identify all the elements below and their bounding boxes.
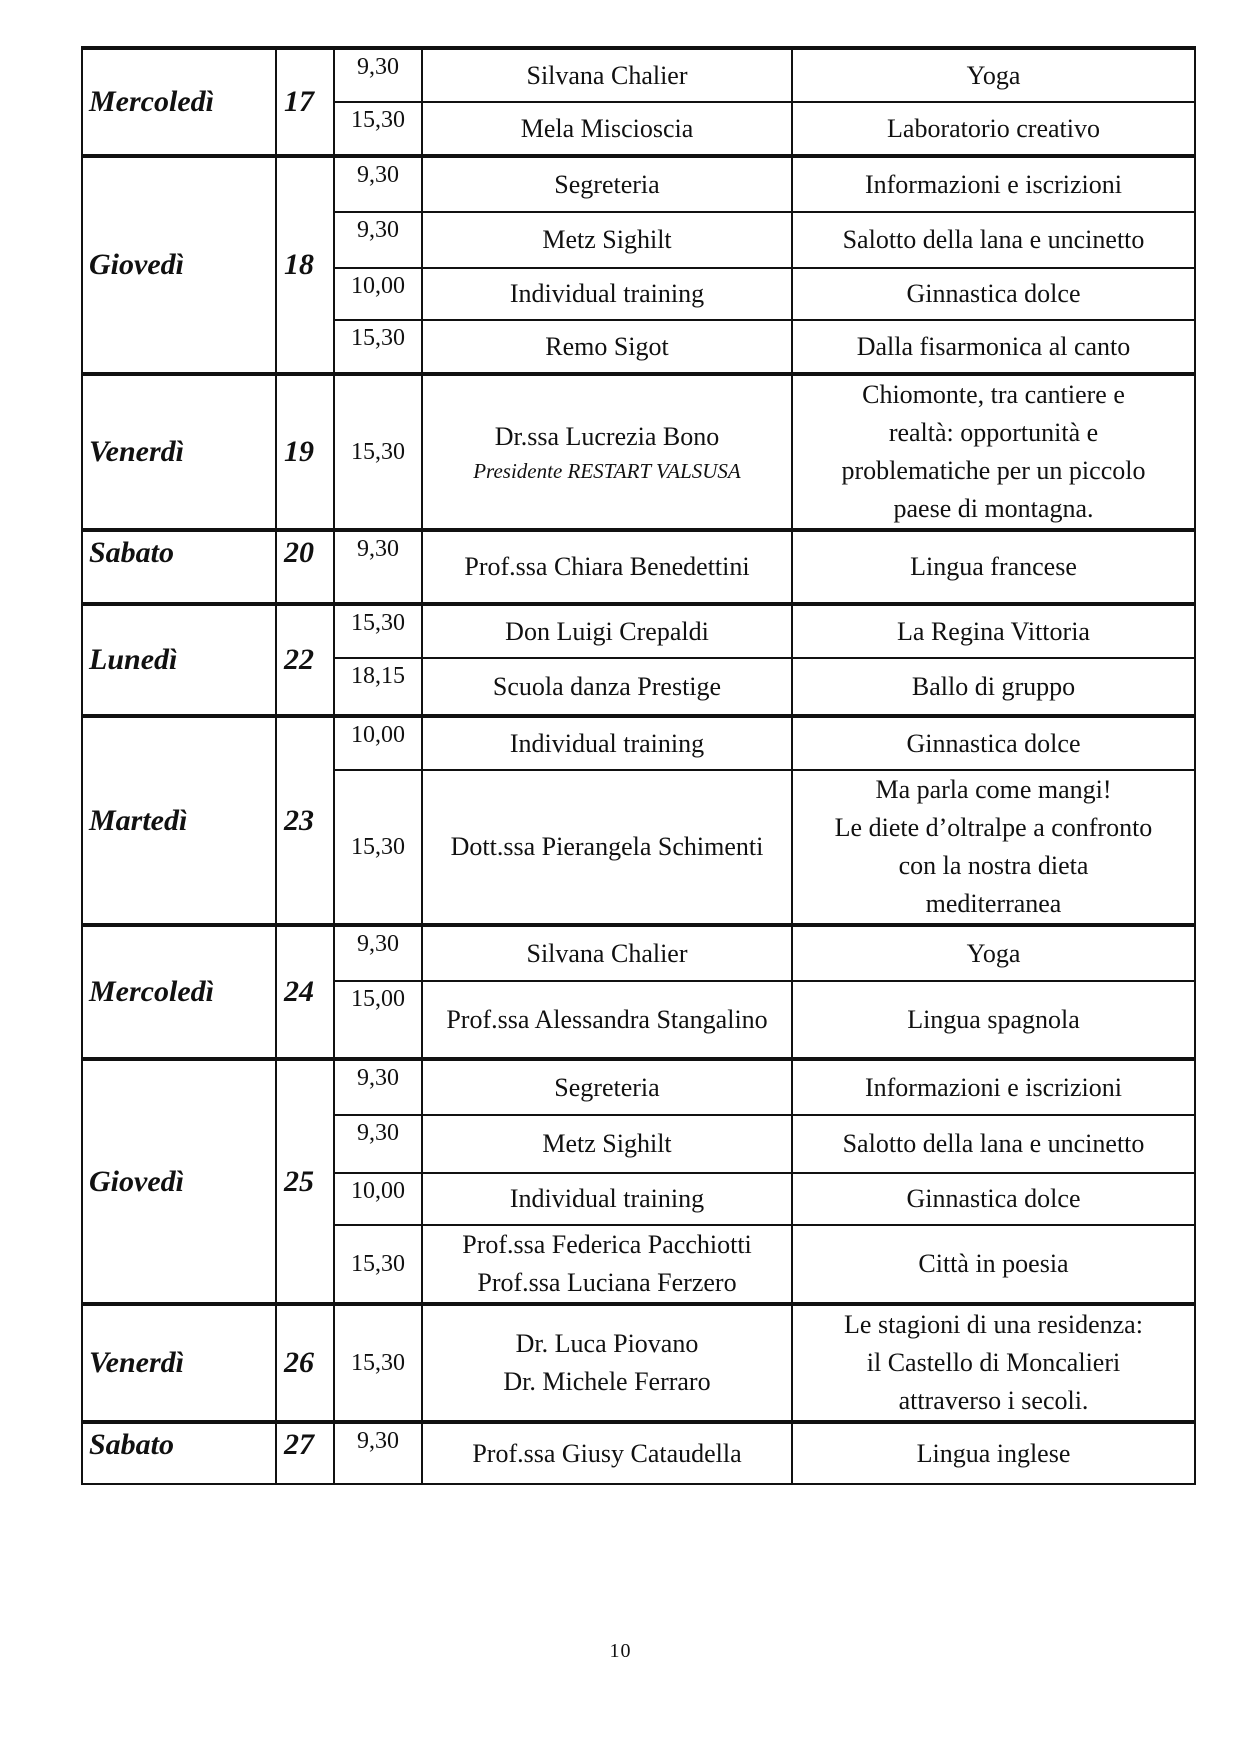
schedule-row (82, 1304, 1195, 1422)
page-number: 10 (609, 1640, 632, 1662)
speaker-cell (422, 1225, 792, 1304)
topic-line: Yoga (966, 60, 1021, 90)
speaker-line: Individual training (509, 1184, 705, 1213)
speaker-line: Dott.ssa Pierangela Schimenti (450, 832, 764, 861)
speaker-role: Presidente RESTART VALSUSA (473, 459, 741, 483)
speaker-cell (422, 1173, 792, 1225)
time-cell: 15,00 (334, 981, 422, 1059)
topic-line: Città in poesia (918, 1249, 1069, 1278)
topic-cell (792, 981, 1195, 1059)
speaker-cell (422, 981, 792, 1059)
speaker-line: Remo Sigot (545, 331, 669, 361)
speaker-cell (422, 320, 792, 374)
date-cell: 20 (276, 530, 334, 604)
schedule-row (82, 156, 1195, 212)
topic-cell (792, 48, 1195, 102)
speaker-cell (422, 212, 792, 268)
topic-line: realtà: opportunità e (888, 418, 1099, 447)
topic-cell (792, 1225, 1195, 1304)
topic-line: il Castello di Moncalieri (866, 1348, 1121, 1377)
time-cell: 9,30 (334, 156, 422, 212)
topic-line: Laboratorio creativo (887, 113, 1100, 143)
speaker-line: Prof.ssa Alessandra Stangalino (446, 1004, 768, 1034)
time-cell: 18,15 (334, 658, 422, 716)
time-cell: 9,30 (334, 212, 422, 268)
topic-line: Ballo di gruppo (911, 671, 1076, 701)
schedule-row (82, 1422, 1195, 1484)
topic-cell (792, 102, 1195, 156)
day-cell: Venerdì (82, 1304, 276, 1422)
topic-cell (792, 212, 1195, 268)
speaker-line: Dr. Michele Ferraro (503, 1367, 711, 1396)
topic-cell (792, 925, 1195, 981)
date-cell: 19 (276, 374, 334, 530)
schedule-body (82, 48, 1195, 1484)
topic-line: Ginnastica dolce (906, 1184, 1081, 1213)
topic-cell (792, 1422, 1195, 1484)
speaker-line: Segreteria (554, 1072, 660, 1102)
speaker-cell (422, 374, 792, 530)
day-cell: Sabato (82, 530, 276, 604)
schedule-row (82, 716, 1195, 770)
date-cell: 17 (276, 48, 334, 156)
topic-line: Informazioni e iscrizioni (864, 1072, 1123, 1102)
topic-line: La Regina Vittoria (897, 616, 1090, 646)
time-cell: 15,30 (334, 102, 422, 156)
date-cell: 22 (276, 604, 334, 716)
day-cell: Giovedì (82, 1059, 276, 1304)
speaker-cell (422, 530, 792, 604)
day-cell: Mercoledì (82, 925, 276, 1059)
topic-cell (792, 716, 1195, 770)
date-cell: 18 (276, 156, 334, 374)
date-cell: 25 (276, 1059, 334, 1304)
day-cell: Venerdì (82, 374, 276, 530)
topic-line: con la nostra dieta (898, 851, 1089, 880)
day-cell: Lunedì (82, 604, 276, 716)
speaker-line: Prof.ssa Giusy Cataudella (472, 1438, 742, 1468)
speaker-line: Segreteria (554, 169, 660, 199)
topic-cell (792, 770, 1195, 925)
day-cell: Mercoledì (82, 48, 276, 156)
speaker-line: Prof.ssa Chiara Benedettini (464, 552, 750, 581)
time-cell: 9,30 (334, 1059, 422, 1115)
schedule-row (82, 374, 1195, 530)
time-cell: 9,30 (334, 48, 422, 102)
speaker-line: Scuola danza Prestige (492, 671, 722, 701)
speaker-line: Individual training (509, 279, 705, 308)
day-cell: Giovedì (82, 156, 276, 374)
date-cell: 27 (276, 1422, 334, 1484)
day-cell: Martedì (82, 716, 276, 925)
date-cell: 26 (276, 1304, 334, 1422)
time-cell: 9,30 (334, 530, 422, 604)
topic-cell (792, 374, 1195, 530)
topic-line: Salotto della lana e uncinetto (842, 225, 1145, 254)
schedule-row (82, 530, 1195, 604)
date-cell: 24 (276, 925, 334, 1059)
time-cell: 15,30 (334, 320, 422, 374)
topic-line: Lingua spagnola (907, 1004, 1080, 1034)
speaker-line: Prof.ssa Luciana Ferzero (477, 1268, 737, 1297)
speaker-cell (422, 1115, 792, 1173)
topic-line: Ginnastica dolce (906, 728, 1081, 758)
speaker-line: Prof.ssa Federica Pacchiotti (462, 1230, 752, 1259)
topic-cell (792, 1173, 1195, 1225)
speaker-cell (422, 156, 792, 212)
speaker-cell (422, 925, 792, 981)
time-cell: 10,00 (334, 716, 422, 770)
speaker-cell (422, 658, 792, 716)
schedule-table (81, 46, 1196, 1485)
topic-cell (792, 156, 1195, 212)
topic-cell (792, 320, 1195, 374)
speaker-cell (422, 1304, 792, 1422)
schedule-row (82, 1059, 1195, 1115)
topic-cell (792, 658, 1195, 716)
topic-cell (792, 1059, 1195, 1115)
speaker-line: Dr. Luca Piovano (515, 1329, 699, 1358)
speaker-line: Metz Sighilt (542, 1129, 672, 1158)
topic-line: Le diete d’oltralpe a confronto (834, 813, 1153, 842)
speaker-cell (422, 102, 792, 156)
time-cell: 15,30 (334, 374, 422, 530)
time-cell: 9,30 (334, 925, 422, 981)
topic-line: Dalla fisarmonica al canto (856, 331, 1131, 361)
speaker-cell (422, 716, 792, 770)
speaker-cell (422, 1422, 792, 1484)
schedule-row (82, 925, 1195, 981)
topic-line: Chiomonte, tra cantiere e (862, 380, 1125, 409)
topic-line: Ma parla come mangi! (875, 775, 1112, 804)
speaker-line: Mela Miscioscia (520, 113, 694, 143)
time-cell: 15,30 (334, 1225, 422, 1304)
schedule-row (82, 48, 1195, 102)
topic-line: Lingua francese (910, 552, 1077, 581)
time-cell: 15,30 (334, 770, 422, 925)
topic-cell (792, 604, 1195, 658)
topic-line: Lingua inglese (916, 1438, 1071, 1468)
speaker-cell (422, 268, 792, 320)
topic-cell (792, 268, 1195, 320)
time-cell: 9,30 (334, 1422, 422, 1484)
speaker-line: Silvana Chalier (526, 938, 688, 968)
topic-line: Le stagioni di una residenza: (844, 1310, 1143, 1339)
topic-cell (792, 1115, 1195, 1173)
topic-line: Salotto della lana e uncinetto (842, 1129, 1145, 1158)
speaker-line: Individual training (509, 728, 705, 758)
schedule-row (82, 604, 1195, 658)
topic-line: Ginnastica dolce (906, 279, 1081, 308)
date-cell: 23 (276, 716, 334, 925)
topic-cell (792, 1304, 1195, 1422)
topic-cell (792, 530, 1195, 604)
speaker-line: Dr.ssa Lucrezia Bono (494, 422, 720, 451)
time-cell: 10,00 (334, 1173, 422, 1225)
day-cell: Sabato (82, 1422, 276, 1484)
topic-line: problematiche per un piccolo (841, 456, 1146, 485)
speaker-line: Silvana Chalier (526, 60, 688, 90)
topic-line: attraverso i secoli. (898, 1386, 1089, 1415)
topic-line: Informazioni e iscrizioni (864, 169, 1123, 199)
time-cell: 10,00 (334, 268, 422, 320)
speaker-cell (422, 1059, 792, 1115)
time-cell: 9,30 (334, 1115, 422, 1173)
speaker-cell (422, 604, 792, 658)
topic-line: paese di montagna. (893, 494, 1094, 523)
topic-line: Yoga (966, 938, 1021, 968)
speaker-line: Metz Sighilt (542, 225, 672, 254)
time-cell: 15,30 (334, 604, 422, 658)
speaker-cell (422, 48, 792, 102)
speaker-line: Don Luigi Crepaldi (505, 616, 709, 646)
time-cell: 15,30 (334, 1304, 422, 1422)
topic-line: mediterranea (925, 889, 1062, 918)
speaker-cell (422, 770, 792, 925)
